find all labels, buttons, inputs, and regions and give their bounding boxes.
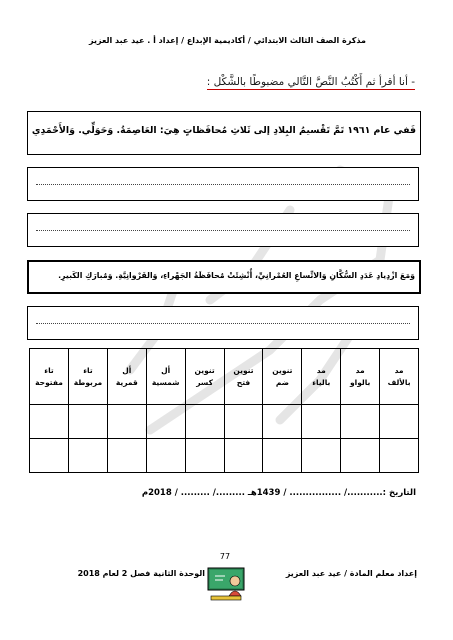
date-line: التاريخ :.........../ ................ / 1439هـ ........./ ......... / 2018م [141,488,416,498]
passage-box-2 [27,260,421,294]
passage-box-1 [27,111,421,155]
header-cell: تنوين ضم [263,349,302,405]
answer-cell[interactable] [380,439,419,473]
answer-cell[interactable] [107,439,146,473]
answer-cell[interactable] [263,439,302,473]
answer-cell[interactable] [107,405,146,439]
answer-box-2[interactable] [27,213,419,247]
page-number: 77 [219,552,231,561]
table-row [30,439,419,473]
answer-cell[interactable] [302,439,341,473]
header-cell: تاء مربوطة [68,349,107,405]
answer-box-3[interactable] [27,306,419,340]
answer-cell[interactable] [224,405,263,439]
answer-cell[interactable] [146,439,185,473]
header-cell: تاء مفتوحة [30,349,69,405]
instruction-label: - أنا أقرأ ثم أَكْتُبُ النَّصَّ التَّالي مضبوطًا بالشَّكْل : [206,76,415,88]
passage-text-1: فَفي عام ١٩٦١ تَمَّ تَقْسيمُ البِلادِ إلى ثَلاثِ مُحافَظاتٍ هِيَ: العَاصِمَةُ. وَحَوَلِّي. وَالأَحْمَدِي [31,125,416,136]
answer-cell[interactable] [341,439,380,473]
table-header-row [30,349,419,405]
table-row [30,405,419,439]
answer-cell[interactable] [380,405,419,439]
answer-cell[interactable] [30,405,69,439]
header-cell: مد بالياء [302,349,341,405]
header-cell: تنوين كسر [185,349,224,405]
page-header: مذكرة الصف الثالث الابتدائي / أكاديمية الإبداع / إعداد أ . عيد عبد العزيز [89,36,366,45]
header-cell: أل قمرية [107,349,146,405]
answer-cell[interactable] [68,439,107,473]
answer-cell[interactable] [185,439,224,473]
answer-cell[interactable] [224,439,263,473]
answer-cell[interactable] [341,405,380,439]
answer-line-3 [36,323,410,324]
answer-cell[interactable] [30,439,69,473]
header-cell: أل شمسية [146,349,185,405]
answer-cell[interactable] [302,405,341,439]
answer-cell[interactable] [68,405,107,439]
answer-box-1[interactable] [27,167,419,201]
instruction-text [190,76,415,92]
classification-table [29,348,419,473]
footer-author: إعداد معلم المادة / عيد عبد العزيز [285,569,417,578]
teacher-clipart-icon [205,566,247,606]
header-cell: مد بالواو [341,349,380,405]
footer-unit: الوحدة الثانية فصل 2 لعام 2018 [77,569,205,578]
answer-cell[interactable] [185,405,224,439]
header-cell: مد بالألف [380,349,419,405]
passage-text-2: وَمَعَ ازْدِيادِ عَدَدِ السُّكَّانِ وَالاتِّساعِ العُمْرانِيِّ، أُنْشِئَتْ مُحافَظَةُ الجَهْراءِ، وَالفَرْوانِيَّةِ. وَمُبارَكِ الكَبيرِ. [58,271,415,280]
answer-line-1 [36,184,410,185]
answer-cell[interactable] [263,405,302,439]
header-cell: تنوين فتح [224,349,263,405]
answer-cell[interactable] [146,405,185,439]
answer-line-2 [36,230,410,231]
